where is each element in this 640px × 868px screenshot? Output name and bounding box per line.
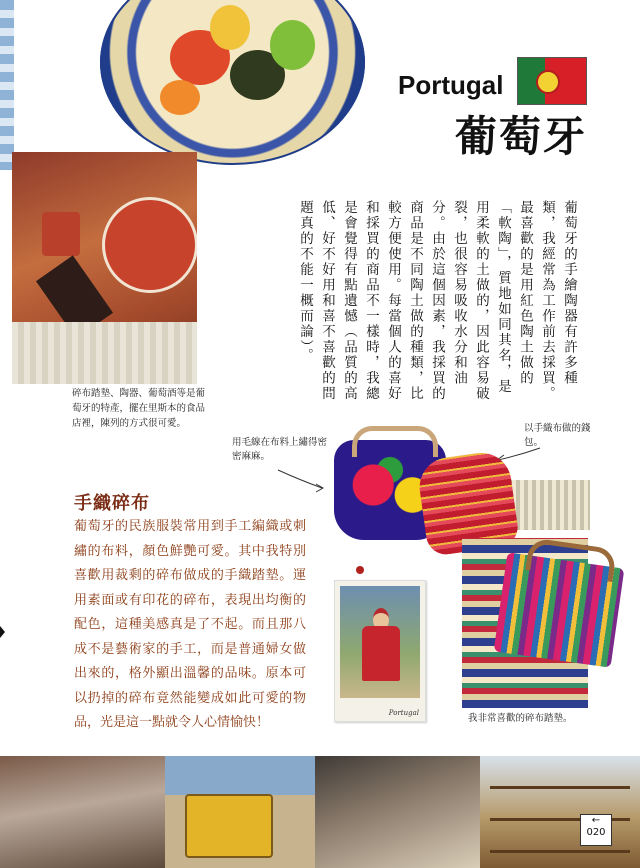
rug-caption: 我非常喜歡的碎布踏墊。	[468, 713, 573, 724]
country-title-chinese: 葡萄牙	[455, 112, 588, 161]
country-title-english: Portugal	[398, 70, 504, 100]
striped-woven-bag-image	[494, 552, 625, 667]
basket-photo	[12, 152, 197, 384]
postcard-label: Portugal	[388, 709, 419, 717]
back-arrow-icon: ←	[591, 815, 601, 826]
section-heading: 手織碎布	[74, 493, 150, 514]
page-marker-triangle-icon	[0, 626, 5, 638]
bottom-photo-strip	[0, 756, 640, 868]
purse-callout: 以手織布做的錢包。	[524, 423, 591, 448]
postcard-image	[334, 580, 426, 722]
azulejo-tile-edge	[0, 0, 14, 170]
section-body-text: 葡萄牙的民族服裝常用到手工編織或刺繡的布料，顏色鮮艷可愛。其中我特別喜歡用裁剩的碎布做成的手織踏墊。運用素面或有印花的碎布，表現出均衡的配色，這種美感真是了不起。而且那八成不是藝術家的手工，而是普通婦女做出來的，格外顯出溫馨的品味。原本可以扔掉的碎布竟然能變成如此可愛的物品，光是這一點就令人心情愉快！	[74, 519, 306, 730]
portugal-flag-icon	[517, 57, 587, 105]
basket-photo-caption: 碎布踏墊、陶器、葡萄酒等是葡萄牙的特產，擺在里斯本的食品店裡，陳列的方式很可愛。	[72, 388, 206, 429]
pushpin-icon	[356, 566, 364, 574]
painted-fruit-plate-image	[100, 0, 365, 165]
knit-bag-callout: 用毛線在布料上繡得密密麻麻。	[232, 437, 328, 462]
page-number: 020	[586, 827, 606, 838]
page-number-badge	[580, 814, 612, 846]
vertical-article-text: 葡萄牙的手繪陶器有許多種類，我經常為工作前去採買。最喜歡的是用紅色陶土做的「軟陶」，質地如同其名，是用柔軟的土做的，因此容易破裂，也很容易吸收水分和油分。由於這個因素，我採買的商品是不同陶土做的種類，比較方便使用。每當個人的喜好和採買的商品不一樣時，我總是會覺得有點遺憾（品質的高低、好不好用和喜不喜歡的問題真的不能一概而論）。	[297, 200, 577, 402]
